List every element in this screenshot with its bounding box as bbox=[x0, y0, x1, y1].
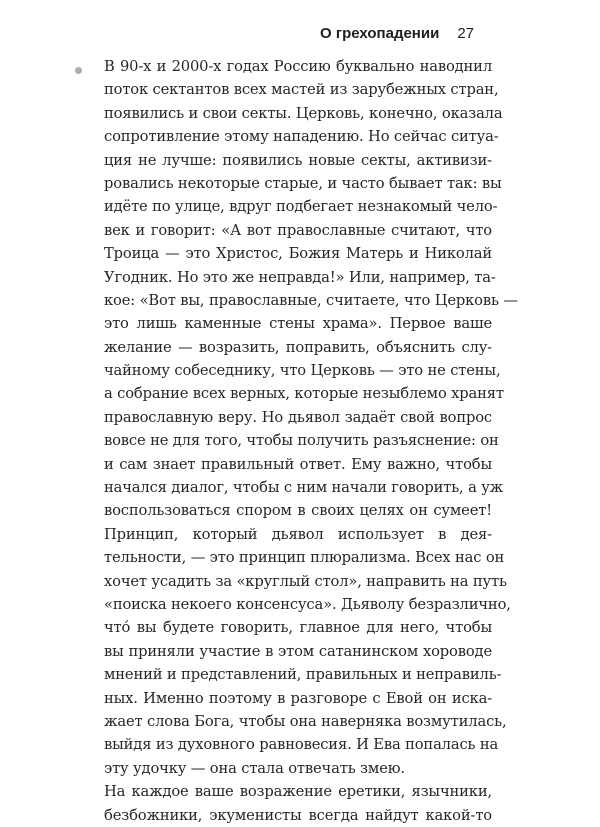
margin-dot-icon bbox=[75, 67, 82, 74]
text-line: ция не лучше: появились новые секты, активизи- bbox=[104, 151, 492, 169]
text-line: На каждое ваше возражение еретики, язычники, bbox=[104, 783, 492, 801]
chapter-title: О грехопадении bbox=[320, 25, 440, 42]
text-line: что́ вы будете говорить, главное для него, чтобы bbox=[104, 619, 492, 637]
text-line: появились и свои секты. Церковь, конечно, оказала bbox=[104, 104, 503, 122]
text-line: чайному собеседнику, что Церковь — это не стены, bbox=[104, 362, 501, 380]
text-line: сопротивление этому нападению. Но сейчас ситуа- bbox=[104, 128, 499, 146]
text-line: желание — возразить, поправить, объяснить слу- bbox=[104, 338, 492, 356]
running-header bbox=[320, 25, 474, 42]
text-line: Принцип, который дьявол использует в дея- bbox=[104, 525, 492, 543]
text-line: Троица — это Христос, Божия Матерь и Николай bbox=[104, 245, 492, 263]
text-line: вовсе не для того, чтобы получить разъяснение: он bbox=[104, 432, 499, 450]
text-line: мнений и представлений, правильных и неправиль- bbox=[104, 666, 502, 684]
text-line: эту удочку — она стала отвечать змею. bbox=[104, 759, 405, 777]
body-text bbox=[104, 55, 518, 827]
text-line: поток сектантов всех мастей из зарубежных стран, bbox=[104, 81, 499, 99]
text-line: начался диалог, чтобы с ним начали говорить, а уж bbox=[104, 479, 504, 497]
text-line: Угодник. Но это же неправда!» Или, например, та- bbox=[104, 268, 496, 286]
text-line: православную веру. Но дьявол задаёт свой вопрос bbox=[104, 408, 492, 426]
text-line: хочет усадить за «круглый стол», направить на путь bbox=[104, 572, 507, 590]
text-line: а собрание всех верных, которые незыблемо хранят bbox=[104, 385, 504, 403]
text-line: тельности, — это принцип плюрализма. Всех нас он bbox=[104, 549, 505, 567]
text-line: выйдя из духовного равновесия. И Ева попалась на bbox=[104, 736, 499, 754]
text-line: идёте по улице, вдруг подбегает незнакомый чело- bbox=[104, 198, 498, 216]
paragraph bbox=[104, 780, 492, 827]
text-line: век и говорит: «А вот православные считают, что bbox=[104, 221, 492, 239]
text-line: В 90-х и 2000-х годах Россию буквально наводнил bbox=[104, 58, 492, 75]
text-line: безбожники, экуменисты всегда найдут какой-то bbox=[104, 806, 492, 824]
page-number: 27 bbox=[457, 25, 474, 42]
text-line: «поиска некоего консенсуса». Дьяволу безразлично, bbox=[104, 595, 511, 613]
text-line: кое: «Вот вы, православные, считаете, что Церковь — bbox=[104, 291, 518, 309]
text-line: ных. Именно поэтому в разговоре с Евой он иска- bbox=[104, 689, 492, 707]
text-line: воспользоваться спором в своих целях он сумеет! bbox=[104, 502, 492, 520]
text-line: и сам знает правильный ответ. Ему важно, чтобы bbox=[104, 455, 492, 473]
paragraph bbox=[104, 55, 518, 780]
text-line: ровались некоторые старые, и часто бывает так: вы bbox=[104, 174, 502, 192]
text-line: это лишь каменные стены храма». Первое ваше bbox=[104, 315, 492, 333]
text-line: жает слова Бога, чтобы она наверняка возмутилась, bbox=[104, 712, 507, 730]
text-line: вы приняли участие в этом сатанинском хороводе bbox=[104, 642, 492, 660]
